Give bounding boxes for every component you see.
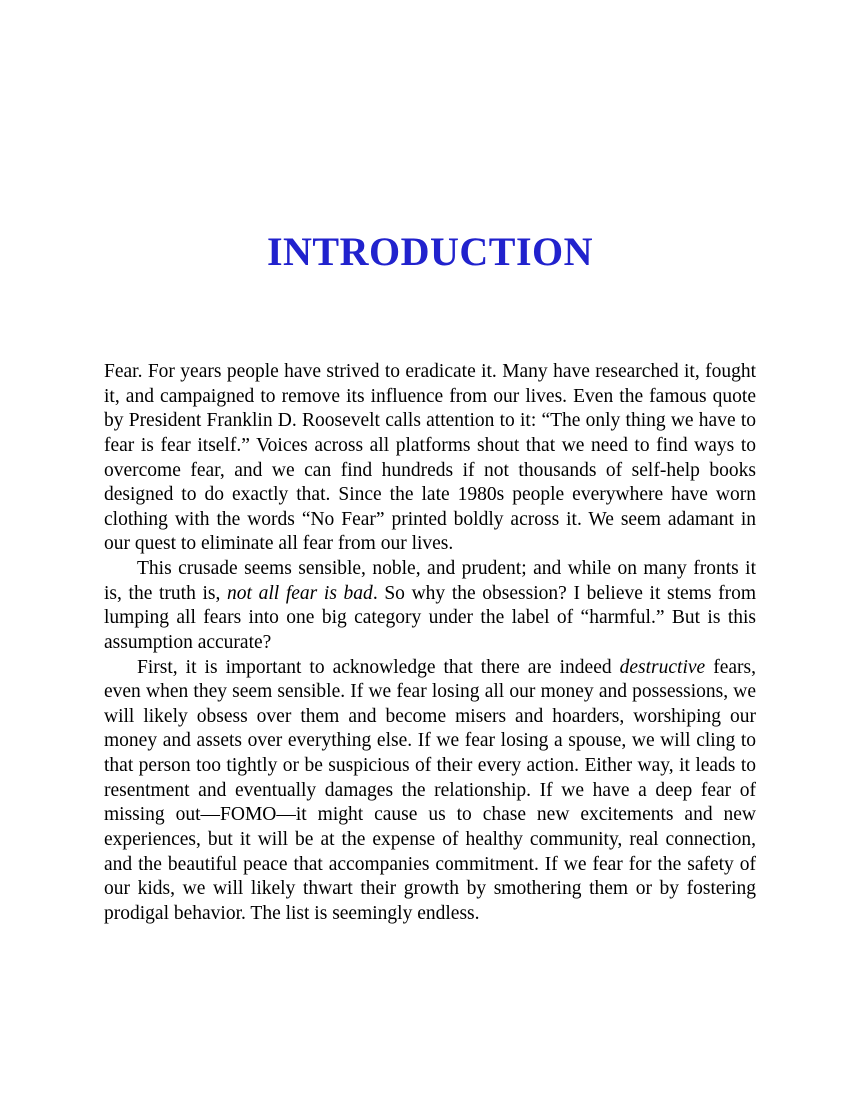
paragraph: [104, 656, 756, 927]
text-run-italic: not all fear is bad: [227, 582, 373, 604]
text-run: First, it is important to acknowledge that there are indeed: [137, 656, 620, 678]
text-run: . So why the obsession? I believe it stems from lumping all fears into one big category under the label of “harmful.” But is this assumption accurate?: [104, 582, 756, 653]
text-run-italic: destructive: [619, 656, 706, 678]
paragraph: [104, 360, 756, 557]
chapter-title: INTRODUCTION: [266, 229, 594, 274]
paragraph: [104, 557, 756, 656]
text-run: Fear. For years people have strived to eradicate it. Many have researched it, fought it, and campaigned to remove its influence from our lives. Even the famous quote by President Franklin D. Roosevelt calls attention to it: “The only thing we have to fear is fear itself.” Voices across all platforms shout that we need to find ways to overcome fear, and we can find hundreds if not thousands of self-help books designed to do exactly that. Since the late 1980s people everywhere have worn clothing with the words “No Fear” printed boldly across it. We seem adamant in our quest to eliminate all fear from our lives.: [104, 361, 756, 555]
text-run: This crusade seems sensible, noble, and prudent; and while on many fronts it is, the truth is,: [104, 558, 756, 604]
text-run: fears, even when they seem sensible. If we fear losing all our money and possessions, we will likely obsess over them and become misers and hoarders, worshiping our money and assets over everything else. If we fear losing a spouse, we will cling to that person too tightly or be suspicious of their every action. Either way, it leads to resentment and eventually damages the relationship. If we have a deep fear of missing out—FOMO—it might cause us to chase new excitements and new experiences, but it will be at the expense of healthy community, real connection, and the beautiful peace that accompanies commitment. If we fear for the safety of our kids, we will likely thwart their growth by smothering them or by fostering prodigal behavior. The list is seemingly endless.: [104, 656, 756, 924]
body-text: [104, 360, 756, 926]
